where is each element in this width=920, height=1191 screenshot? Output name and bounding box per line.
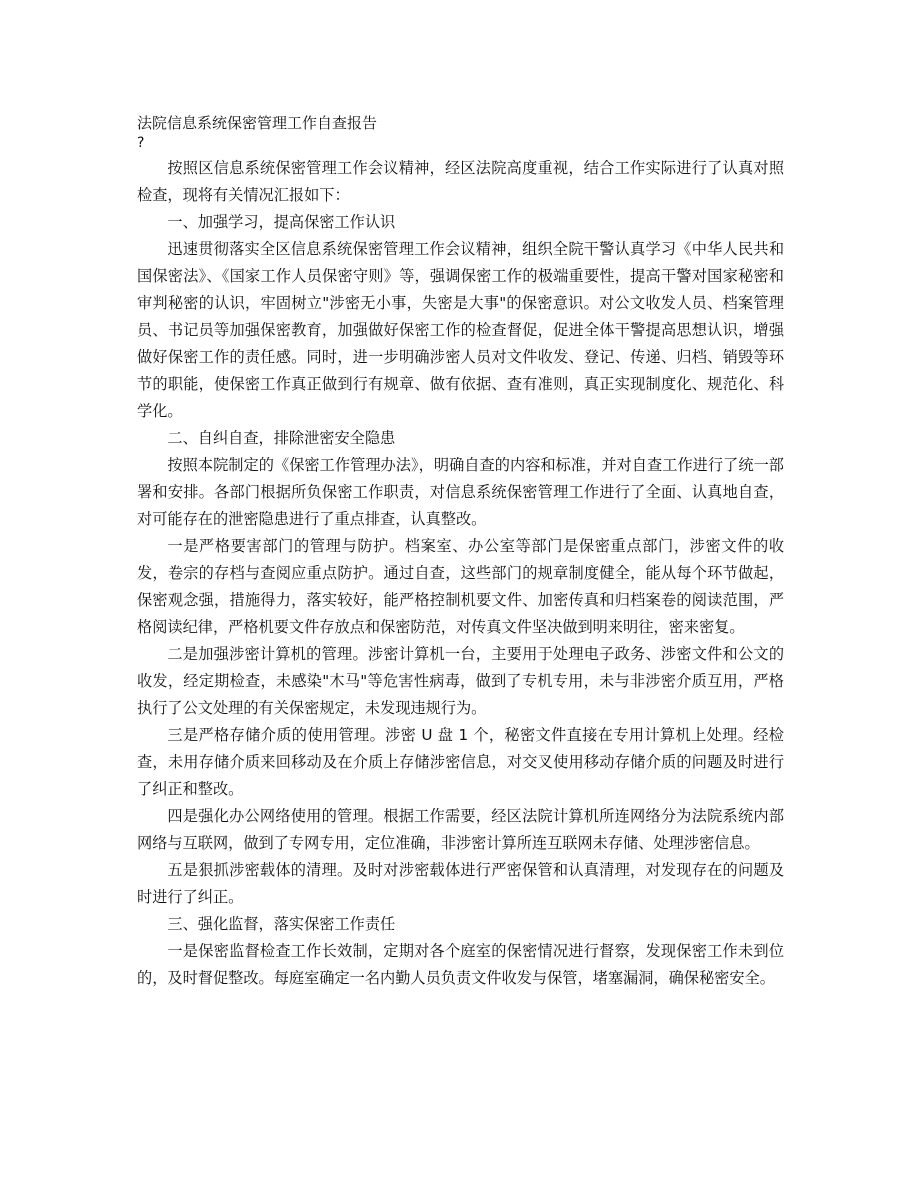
- body-paragraph: 一是保密监督检查工作长效制，定期对各个庭室的保密情况进行督察，发现保密工作未到位的，及时督促整改。每庭室确定一名内勤人员负责文件收发与保管，堵塞漏洞，确保秘密安全。: [137, 942, 784, 987]
- question-mark: ?: [137, 135, 145, 151]
- body-paragraph: 五是狠抓涉密载体的清理。及时对涉密载体进行严密保管和认真清理，对发现存在的问题及时进行了纠正。: [137, 861, 784, 906]
- body-paragraph: 四是强化办公网络使用的管理。根据工作需要，经区法院计算机所连网络分为法院系统内部网络与互联网，做到了专网专用，定位准确，非涉密计算所连互联网未存储、处理涉密信息。: [137, 807, 784, 852]
- document-title: 法院信息系统保密管理工作自查报告: [137, 114, 378, 132]
- body-paragraph: 三是严格存储介质的使用管理。涉密 U 盘 1 个，秘密文件直接在专用计算机上处理。经检查，未用存储介质来回移动及在介质上存储涉密信息，对交叉使用移动存储介质的问题及时进行了纠正和整改。: [137, 726, 784, 798]
- section-heading-1: 一、加强学习，提高保密工作认识: [167, 213, 396, 231]
- section-heading-3: 三、强化监督，落实保密工作责任: [167, 915, 396, 933]
- body-paragraph: 二是加强涉密计算机的管理。涉密计算机一台，主要用于处理电子政务、涉密文件和公文的收发，经定期检查，未感染"木马"等危害性病毒，做到了专机专用，未与非涉密介质互用，严格执行了公文处理的有关保密规定，未发现违规行为。: [137, 645, 784, 717]
- document-body: [137, 155, 784, 992]
- body-paragraph: 一是严格要害部门的管理与防护。档案室、办公室等部门是保密重点部门，涉密文件的收发，卷宗的存档与查阅应重点防护。通过自查，这些部门的规章制度健全，能从每个环节做起，保密观念强，措施得力，落实较好，能严格控制机要文件、加密传真和归档案卷的阅读范围，严格阅读纪律，严格机要文件存放点和保密防范，对传真文件坚决做到明来明往，密来密复。: [137, 537, 784, 636]
- section-heading-2: 二、自纠自查，排除泄密安全隐患: [167, 429, 396, 447]
- body-paragraph: 按照本院制定的《保密工作管理办法》，明确自查的内容和标准，并对自查工作进行了统一部署和安排。各部门根据所负保密工作职责，对信息系统保密管理工作进行了全面、认真地自查，对可能存在的泄密隐患进行了重点排查，认真整改。: [137, 456, 784, 528]
- intro-paragraph: 按照区信息系统保密管理工作会议精神，经区法院高度重视，结合工作实际进行了认真对照检查，现将有关情况汇报如下：: [137, 159, 784, 204]
- body-paragraph: 迅速贯彻落实全区信息系统保密管理工作会议精神，组织全院干警认真学习《中华人民共和国保密法》、《国家工作人员保密守则》等，强调保密工作的极端重要性，提高干警对国家秘密和审判秘密的认识，牢固树立"涉密无小事，失密是大事"的保密意识。对公文收发人员、档案管理员、书记员等加强保密教育，加强做好保密工作的检查督促，促进全体干警提高思想认识，增强做好保密工作的责任感。同时，进一步明确涉密人员对文件收发、登记、传递、归档、销毁等环节的职能，使保密工作真正做到行有规章、做有依据、查有准则，真正实现制度化、规范化、科学化。: [137, 240, 784, 420]
